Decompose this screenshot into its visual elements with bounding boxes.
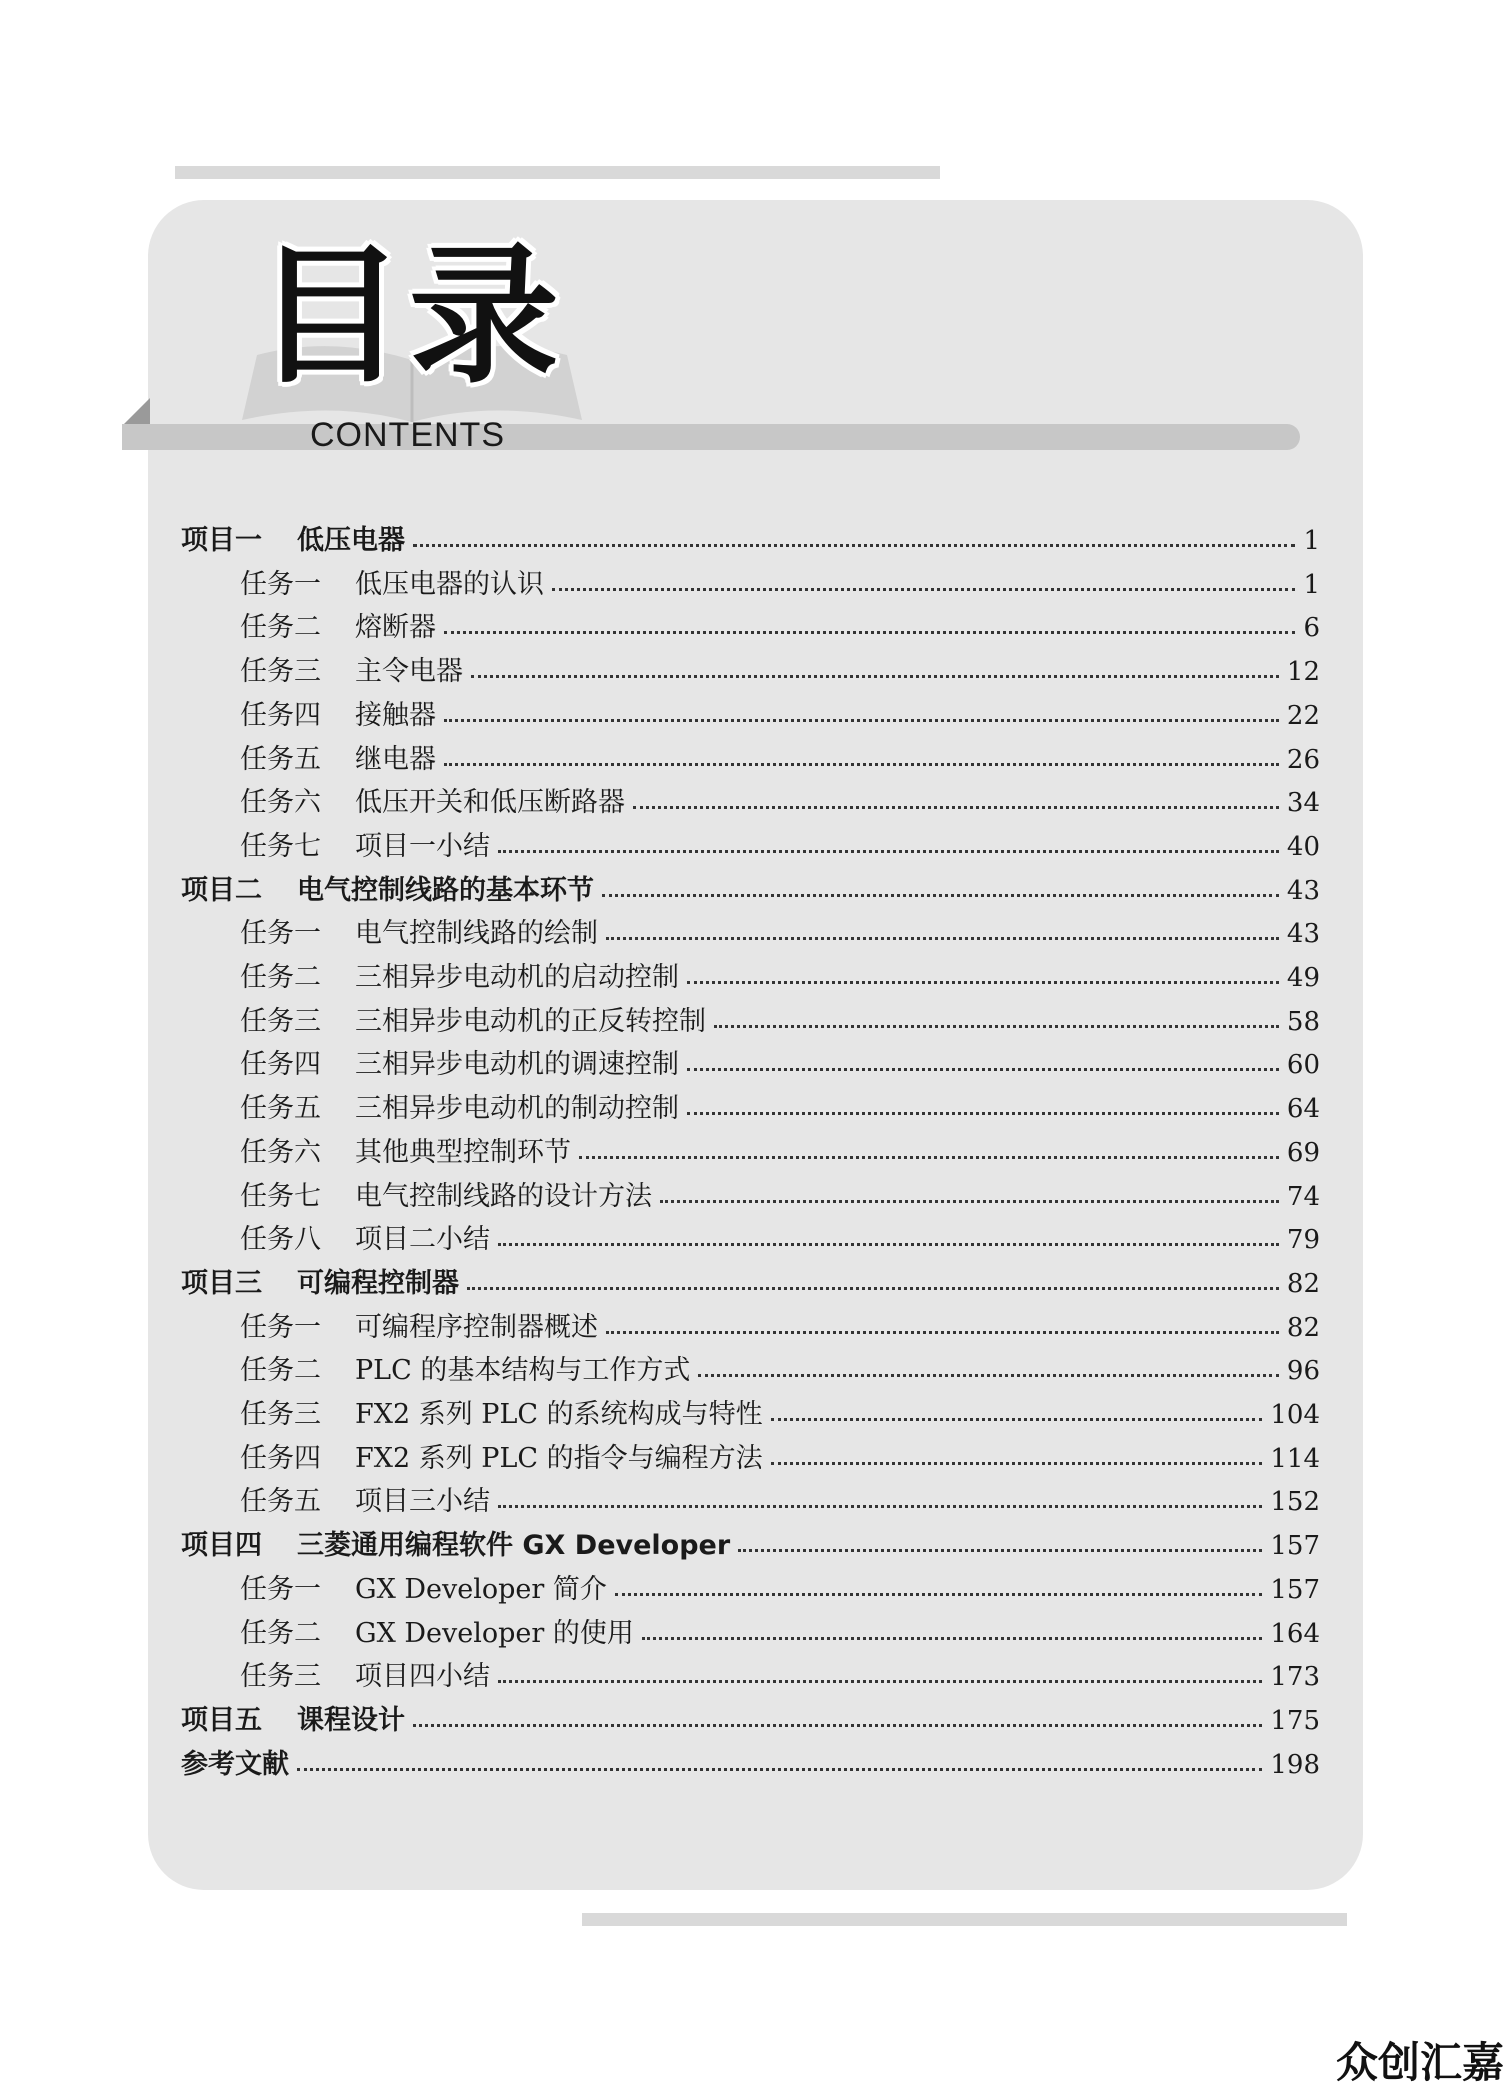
toc-task-entry[interactable] [240,1175,1320,1219]
toc-page-number: 1 [1303,526,1320,556]
toc-entry-number: 任务二 [240,1355,321,1386]
toc-entry-number: 项目四 [181,1530,262,1561]
toc-task-entry[interactable] [240,912,1320,956]
toc-page-number: 82 [1286,1313,1320,1343]
toc-leader-dots [297,1768,1262,1771]
toc-task-entry[interactable] [240,606,1320,650]
toc-entry-number: 任务三 [240,656,321,687]
toc-entry-title: FX2 系列 PLC 的指令与编程方法 [355,1443,763,1474]
toc-page-number: 43 [1286,919,1320,949]
toc-entry-title: 可编程控制器 [297,1268,459,1299]
toc-page-number: 114 [1270,1444,1320,1474]
toc-leader-dots [471,675,1279,678]
toc-task-entry[interactable] [240,1655,1320,1699]
toc-task-entry[interactable] [240,956,1320,1000]
toc-entry-title: 项目三小结 [355,1486,490,1517]
toc-leader-dots [444,631,1295,634]
toc-task-entry[interactable] [240,563,1320,607]
toc-task-entry[interactable] [240,1306,1320,1350]
toc-task-entry[interactable] [240,1480,1320,1524]
toc-entry-title: 三菱通用编程软件 GX Developer [297,1530,731,1561]
toc-page-number: 96 [1286,1356,1320,1386]
toc-task-entry[interactable] [240,1568,1320,1612]
toc-leader-dots [498,1680,1262,1683]
toc-page-number: 74 [1286,1182,1320,1212]
toc-leader-dots [698,1374,1279,1377]
toc-page-number: 82 [1286,1269,1320,1299]
toc-entry-number: 任务五 [240,1486,321,1517]
toc-leader-dots [579,1156,1279,1159]
toc-page-number: 58 [1286,1007,1320,1037]
toc-entry-number: 任务一 [240,1312,321,1343]
toc-page-number: 79 [1286,1225,1320,1255]
toc-entry-title: PLC 的基本结构与工作方式 [355,1355,691,1386]
toc-task-entry[interactable] [240,1349,1320,1393]
toc-task-entry[interactable] [240,1000,1320,1044]
toc-page-number: 60 [1286,1050,1320,1080]
toc-leader-dots [687,1112,1279,1115]
toc-entry-number: 任务二 [240,612,321,643]
toc-task-entry[interactable] [240,738,1320,782]
toc-page-number: 152 [1270,1487,1320,1517]
toc-page-number: 64 [1286,1094,1320,1124]
toc-page-number: 198 [1270,1750,1320,1780]
toc-page-number: 157 [1270,1531,1320,1561]
toc-leader-dots [498,850,1279,853]
page-subtitle: CONTENTS [310,416,505,454]
toc-page-number: 104 [1270,1400,1320,1430]
toc-page-number: 69 [1286,1138,1320,1168]
toc-entry-number: 任务七 [240,1181,321,1212]
toc-entry-title: 可编程序控制器概述 [355,1312,598,1343]
toc-leader-dots [552,588,1295,591]
toc-entry-title: 低压电器的认识 [355,569,544,600]
toc-task-entry[interactable] [240,781,1320,825]
toc-entry-number: 项目五 [181,1705,262,1736]
toc-page-number: 175 [1270,1706,1320,1736]
toc-task-entry[interactable] [240,825,1320,869]
toc-entry-title: FX2 系列 PLC 的系统构成与特性 [355,1399,763,1430]
toc-page-number: 173 [1270,1662,1320,1692]
toc-page-number: 157 [1270,1575,1320,1605]
toc-entry-number: 任务一 [240,1574,321,1605]
toc-leader-dots [738,1549,1262,1552]
toc-entry-title: 低压开关和低压断路器 [355,787,625,818]
toc-leader-dots [444,719,1279,722]
toc-page-number: 26 [1286,745,1320,775]
toc-entry-number: 项目三 [181,1268,262,1299]
toc-task-entry[interactable] [240,1043,1320,1087]
toc-task-entry[interactable] [240,1087,1320,1131]
toc-entry-title: GX Developer 简介 [355,1574,607,1605]
toc-entry-title: 电气控制线路的基本环节 [297,875,594,906]
toc-project-entry[interactable] [181,519,1320,563]
toc-task-entry[interactable] [240,1437,1320,1481]
toc-page-number: 43 [1286,876,1320,906]
toc-entry-number: 任务六 [240,787,321,818]
toc-page-number: 164 [1270,1619,1320,1649]
toc-leader-dots [602,894,1279,897]
toc-page-number: 49 [1286,963,1320,993]
toc-entry-title: 三相异步电动机的正反转控制 [355,1006,706,1037]
toc-project-entry[interactable] [181,1699,1320,1743]
toc-entry-number: 任务八 [240,1224,321,1255]
toc-entry-number: 项目二 [181,875,262,906]
header-tab-corner [124,398,150,424]
toc-entry-number: 任务三 [240,1661,321,1692]
decorative-bottom-bar [582,1913,1347,1926]
toc-entry-title: 主令电器 [355,656,463,687]
toc-entry-title: 项目一小结 [355,831,490,862]
toc-entry-title: 其他典型控制环节 [355,1137,571,1168]
toc-leader-dots [467,1287,1279,1290]
toc-page-number: 6 [1303,613,1320,643]
toc-entry-number: 任务二 [240,1618,321,1649]
toc-entry-number: 任务二 [240,962,321,993]
toc-leader-dots [687,981,1279,984]
toc-entry-number: 任务一 [240,569,321,600]
toc-entry-title: 三相异步电动机的调速控制 [355,1049,679,1080]
toc-page-number: 22 [1286,701,1320,731]
toc-entry-number: 任务七 [240,831,321,862]
toc-entry-number: 任务四 [240,1049,321,1080]
toc-entry-title: 项目二小结 [355,1224,490,1255]
toc-task-entry[interactable] [240,1218,1320,1262]
toc-leader-dots [498,1243,1279,1246]
toc-task-entry[interactable] [240,1612,1320,1656]
toc-project-entry[interactable] [181,1743,1320,1787]
toc-project-entry[interactable] [181,1524,1320,1568]
toc-entry-title: 熔断器 [355,612,436,643]
toc-entry-title: 项目四小结 [355,1661,490,1692]
toc-page-number: 34 [1286,788,1320,818]
toc-entry-number: 任务六 [240,1137,321,1168]
toc-leader-dots [771,1418,1263,1421]
toc-project-entry[interactable] [181,1262,1320,1306]
toc-entry-title: 参考文献 [181,1749,289,1780]
toc-leader-dots [633,806,1279,809]
toc-entry-number: 任务四 [240,1443,321,1474]
toc-project-entry[interactable] [181,869,1320,913]
toc-entry-title: 三相异步电动机的制动控制 [355,1093,679,1124]
toc-entry-title: 电气控制线路的绘制 [355,918,598,949]
toc-entry-number: 项目一 [181,525,262,556]
toc-leader-dots [606,937,1279,940]
toc-task-entry[interactable] [240,1131,1320,1175]
toc-leader-dots [615,1593,1262,1596]
watermark-logo: 众创汇嘉 [1335,2038,1504,2087]
toc-entry-title: 电气控制线路的设计方法 [355,1181,652,1212]
toc-entry-number: 任务四 [240,700,321,731]
toc-task-entry[interactable] [240,1393,1320,1437]
toc-page-number: 1 [1303,570,1320,600]
toc-entry-title: GX Developer 的使用 [355,1618,634,1649]
toc-task-entry[interactable] [240,694,1320,738]
toc-leader-dots [687,1068,1279,1071]
decorative-top-bar [175,166,940,179]
toc-entry-number: 任务五 [240,744,321,775]
toc-leader-dots [606,1331,1279,1334]
toc-entry-title: 接触器 [355,700,436,731]
toc-leader-dots [660,1200,1279,1203]
toc-entry-title: 课程设计 [297,1705,405,1736]
toc-task-entry[interactable] [240,650,1320,694]
toc-entry-title: 低压电器 [297,525,405,556]
header-band [122,424,1300,450]
page-title: 目录 [255,230,564,404]
toc-entry-number: 任务三 [240,1399,321,1430]
toc-page-number: 40 [1286,832,1320,862]
toc-entry-number: 任务一 [240,918,321,949]
toc-entry-title: 继电器 [355,744,436,775]
toc-page-number: 12 [1286,657,1320,687]
toc-entry-title: 三相异步电动机的启动控制 [355,962,679,993]
toc-leader-dots [413,544,1295,547]
toc-leader-dots [771,1462,1263,1465]
toc-leader-dots [498,1505,1262,1508]
toc-leader-dots [444,763,1279,766]
toc-leader-dots [413,1724,1262,1727]
toc-leader-dots [642,1637,1262,1640]
toc-leader-dots [714,1025,1279,1028]
toc-entry-number: 任务五 [240,1093,321,1124]
toc-entry-number: 任务三 [240,1006,321,1037]
